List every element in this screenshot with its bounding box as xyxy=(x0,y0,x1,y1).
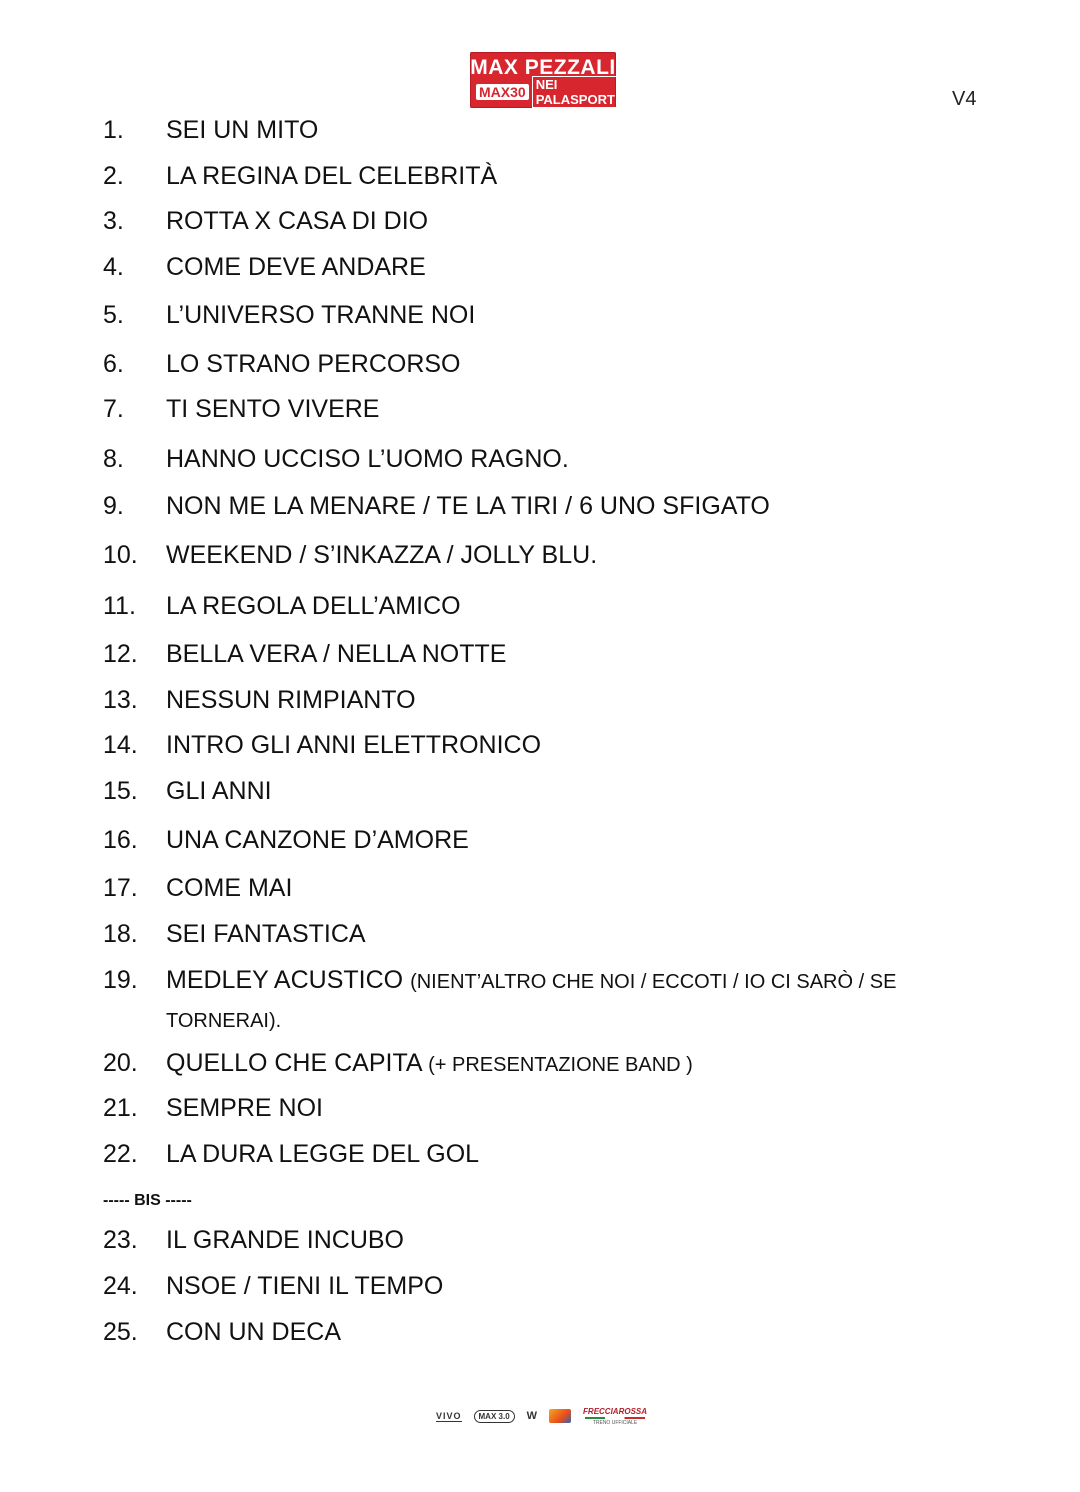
song-title: L’UNIVERSO TRANNE NOI xyxy=(166,301,476,329)
setlist-number: 22. xyxy=(103,1140,138,1168)
setlist-number: 20. xyxy=(103,1049,138,1077)
setlist-number: 8. xyxy=(103,445,124,473)
setlist-number: 1. xyxy=(103,116,124,144)
song-title: SEI UN MITO xyxy=(166,116,319,144)
setlist-title xyxy=(166,116,318,145)
song-title: IL GRANDE INCUBO xyxy=(166,1226,405,1254)
setlist-title xyxy=(166,731,541,760)
logo-title: MAX PEZZALI xyxy=(470,56,616,79)
song-title: COME MAI xyxy=(166,874,293,902)
song-note-continuation: TORNERAI). xyxy=(166,1010,282,1032)
song-title: QUELLO CHE CAPITA xyxy=(166,1049,422,1077)
setlist-number: 5. xyxy=(103,301,124,329)
song-title: CON UN DECA xyxy=(166,1318,342,1346)
max30-logo: MAX 3.0 xyxy=(474,1410,515,1423)
setlist-number: 2. xyxy=(103,162,124,190)
frecciarossa-sub: TRENO UFFICIALE xyxy=(592,1419,638,1426)
setlist-title xyxy=(166,826,469,855)
setlist-title xyxy=(166,1140,479,1169)
setlist-number: 16. xyxy=(103,826,138,854)
setlist-number: 24. xyxy=(103,1272,138,1300)
setlist-title xyxy=(166,592,461,621)
logo-badge: MAX30 xyxy=(476,84,529,100)
setlist-title xyxy=(166,541,597,570)
warner-logo: W xyxy=(526,1410,538,1422)
song-note: (+ PRESENTAZIONE BAND ) xyxy=(428,1054,693,1076)
setlist-number: 23. xyxy=(103,1226,138,1254)
frecciarossa-text: FRECCIAROSSA xyxy=(583,1406,648,1416)
setlist-title xyxy=(166,1094,323,1123)
setlist-number: 11. xyxy=(103,592,136,620)
setlist-number: 10. xyxy=(103,541,138,569)
song-title: LO STRANO PERCORSO xyxy=(166,350,461,378)
setlist-number: 4. xyxy=(103,253,124,281)
frecciarossa-flag-bar xyxy=(585,1417,645,1419)
song-title: INTRO GLI ANNI ELETTRONICO xyxy=(166,731,542,759)
setlist-title xyxy=(166,162,497,191)
song-title: MEDLEY ACUSTICO xyxy=(166,966,404,994)
max-pezzali-logo xyxy=(470,52,616,108)
setlist-title xyxy=(166,445,569,474)
logo-subline xyxy=(476,77,619,107)
song-title: COME DEVE ANDARE xyxy=(166,253,426,281)
setlist-number: 3. xyxy=(103,207,124,235)
setlist-title xyxy=(166,920,366,949)
song-title: WEEKEND / S’INKAZZA / JOLLY BLU. xyxy=(166,541,598,569)
setlist-title xyxy=(166,1272,443,1301)
song-title: NSOE / TIENI IL TEMPO xyxy=(166,1272,444,1300)
setlist-number: 13. xyxy=(103,686,138,714)
song-title: HANNO UCCISO L’UOMO RAGNO. xyxy=(166,445,569,473)
setlist-number: 21. xyxy=(103,1094,138,1122)
song-title: SEMPRE NOI xyxy=(166,1094,323,1122)
song-title: GLI ANNI xyxy=(166,777,272,805)
radio-logo-icon xyxy=(549,1409,571,1423)
setlist-title xyxy=(166,207,428,236)
song-title: LA REGINA DEL CELEBRITÀ xyxy=(166,162,498,190)
setlist-title xyxy=(166,492,770,521)
setlist-title xyxy=(166,1318,341,1347)
setlist-title xyxy=(166,777,272,806)
setlist-number: 12. xyxy=(103,640,138,668)
setlist-title xyxy=(166,686,416,715)
setlist-title xyxy=(166,253,426,282)
setlist-number: 17. xyxy=(103,874,138,902)
song-title: LA DURA LEGGE DEL GOL xyxy=(166,1140,480,1168)
setlist-title xyxy=(166,301,475,330)
setlist-title xyxy=(166,874,292,903)
song-title: NON ME LA MENARE / TE LA TIRI / 6 UNO SFIGATO xyxy=(166,492,770,520)
version-label: V4 xyxy=(952,88,977,110)
frecciarossa-logo xyxy=(583,1407,647,1426)
setlist-title xyxy=(166,350,461,379)
setlist-number: 14. xyxy=(103,731,138,759)
song-title: SEI FANTASTICA xyxy=(166,920,366,948)
setlist-number: 19. xyxy=(103,966,138,994)
song-title: UNA CANZONE D’AMORE xyxy=(166,826,469,854)
song-title: ROTTA X CASA DI DIO xyxy=(166,207,429,235)
song-title: LA REGOLA DELL’AMICO xyxy=(166,592,461,620)
setlist-title xyxy=(166,1049,693,1078)
logo-sub: NEI PALASPORT xyxy=(532,76,619,108)
song-note: (NIENT’ALTRO CHE NOI / ECCOTI / IO CI SARÒ / SE xyxy=(410,971,897,993)
setlist-title xyxy=(166,966,896,995)
song-title: TI SENTO VIVERE xyxy=(166,395,380,423)
song-title: NESSUN RIMPIANTO xyxy=(166,686,416,714)
setlist-number: 15. xyxy=(103,777,138,805)
setlist-number: 6. xyxy=(103,350,124,378)
sponsor-logos xyxy=(436,1404,647,1428)
setlist-number: 7. xyxy=(103,395,124,423)
vivo-logo: VIVO xyxy=(436,1410,462,1421)
setlist-title xyxy=(166,1226,404,1255)
song-title: BELLA VERA / NELLA NOTTE xyxy=(166,640,507,668)
setlist-title xyxy=(166,640,506,669)
bis-separator: ----- BIS ----- xyxy=(103,1192,192,1209)
setlist-title xyxy=(166,395,379,424)
setlist-number: 25. xyxy=(103,1318,138,1346)
setlist-number: 18. xyxy=(103,920,138,948)
setlist-number: 9. xyxy=(103,492,124,520)
